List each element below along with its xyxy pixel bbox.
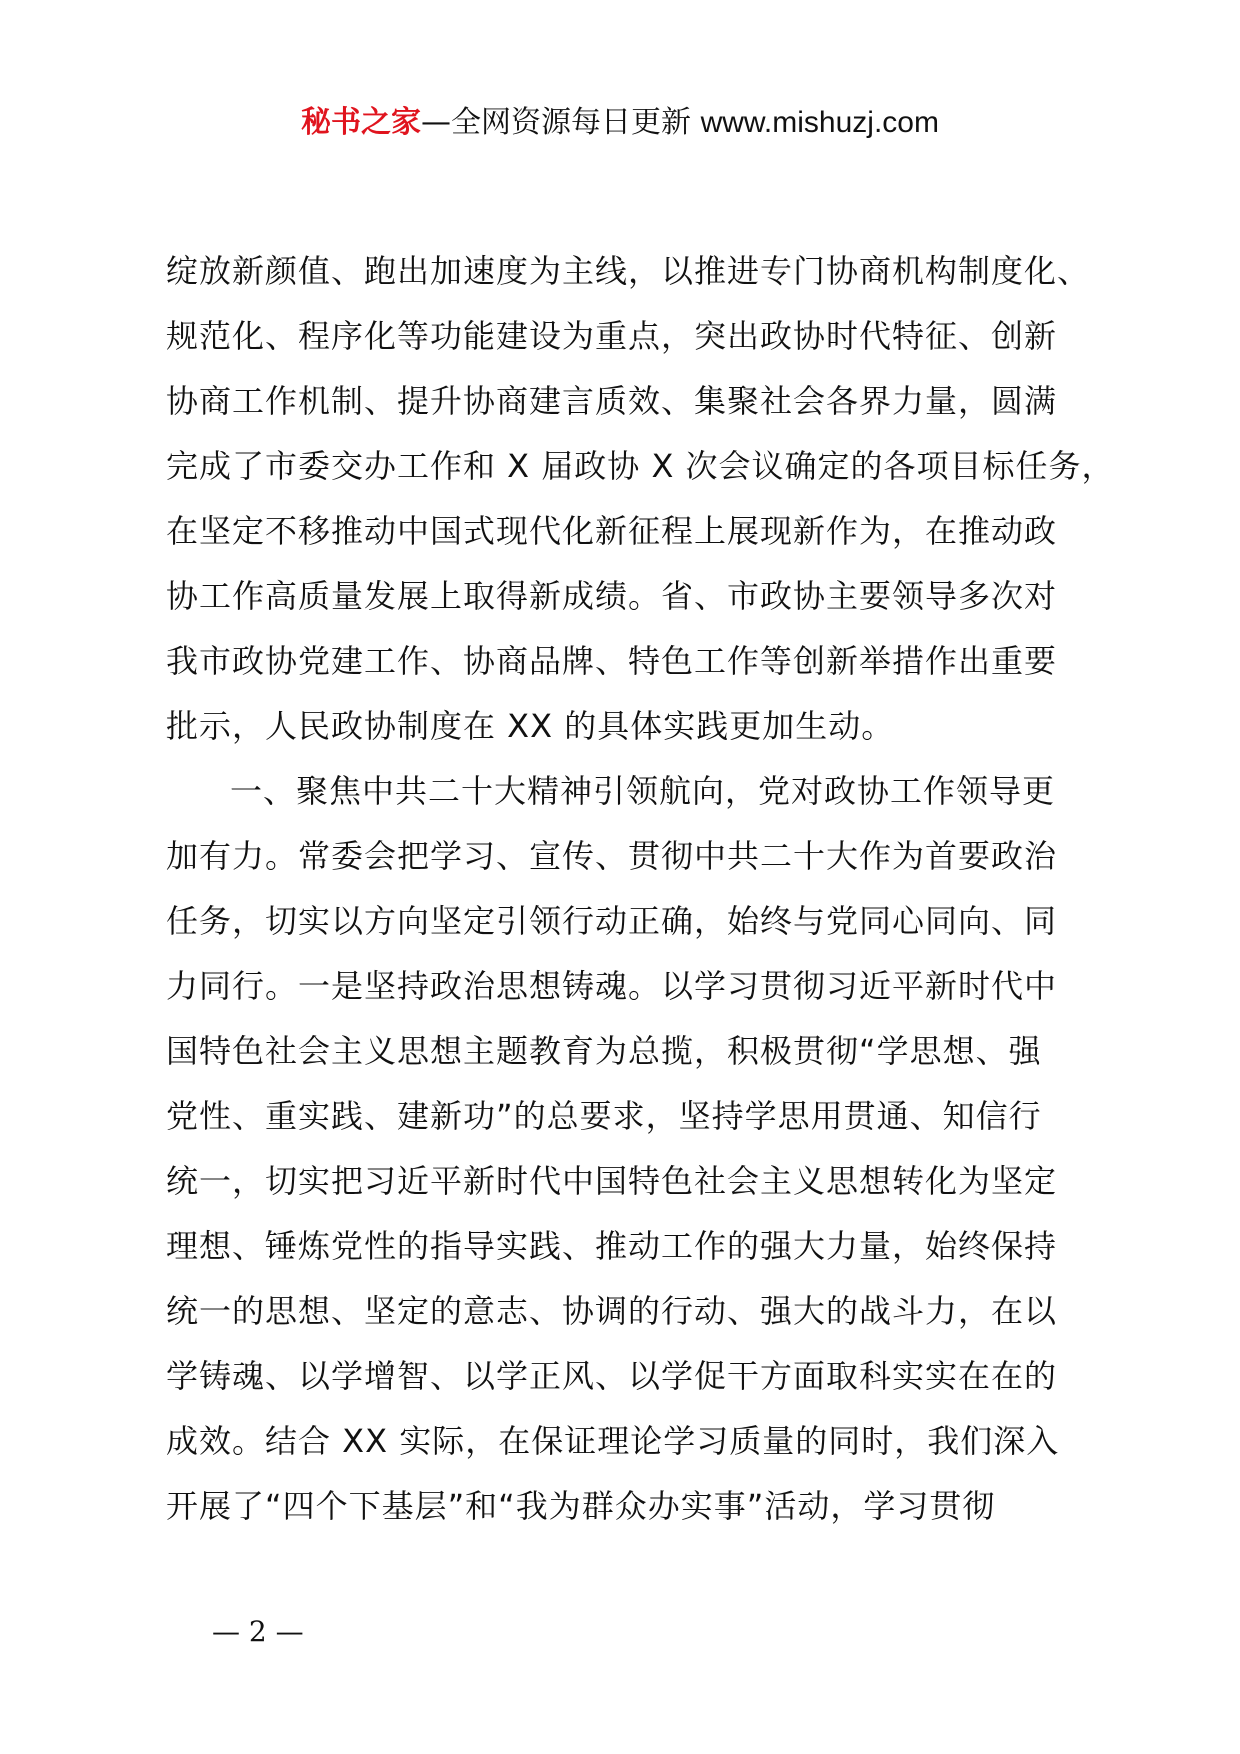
body-line: 国特色社会主义思想主题教育为总揽，积极贯彻“学思想、强 — [166, 1032, 1042, 1070]
body-line: 党性、重实践、建新功”的总要求，坚持学思用贯通、知信行 — [166, 1097, 1042, 1135]
body-line: 统一，切实把习近平新时代中国特色社会主义思想转化为坚定 — [166, 1162, 1058, 1200]
body-line: 协工作高质量发展上取得新成绩。省、市政协主要领导多次对 — [166, 577, 1058, 615]
body-line: 统一的思想、坚定的意志、协调的行动、强大的战斗力，在以 — [166, 1292, 1058, 1330]
body-line: 我市政协党建工作、协商品牌、特色工作等创新举措作出重要 — [166, 642, 1058, 680]
body-line: 开展了“四个下基层”和“我为群众办实事”活动，学习贯彻 — [166, 1487, 996, 1525]
body-line: 学铸魂、以学增智、以学正风、以学促干方面取科实实在在的 — [166, 1357, 1058, 1395]
section-heading-line: 一、聚焦中共二十大精神引领航向，党对政协工作领导更 — [230, 772, 1056, 810]
body-line: 批示，人民政协制度在 XX 的具体实践更加生动。 — [166, 707, 895, 745]
body-line: 在坚定不移推动中国式现代化新征程上展现新作为，在推动政 — [166, 512, 1058, 550]
body-line: 成效。结合 XX 实际，在保证理论学习质量的同时，我们深入 — [166, 1422, 1060, 1460]
page-number: — 2 — — [212, 1615, 304, 1648]
body-line: 加有力。常委会把学习、宣传、贯彻中共二十大作为首要政治 — [166, 837, 1058, 875]
body-line: 理想、锤炼党性的指导实践、推动工作的强大力量，始终保持 — [166, 1227, 1058, 1265]
body-line: 任务，切实以方向坚定引领行动正确，始终与党同心同向、同 — [166, 902, 1058, 940]
body-line: 协商工作机制、提升协商建言质效、集聚社会各界力量，圆满 — [166, 382, 1058, 420]
page-header — [0, 96, 1240, 150]
body-line: 力同行。一是坚持政治思想铸魂。以学习贯彻习近平新时代中 — [166, 967, 1058, 1005]
body-line: 规范化、程序化等功能建设为重点，突出政协时代特征、创新 — [166, 317, 1058, 355]
document-body — [166, 239, 1115, 1539]
header-tagline: —全网资源每日更新 — [421, 105, 701, 140]
header-brand: 秘书之家 — [301, 105, 422, 140]
header-url: www.mishuzj.com — [700, 106, 939, 139]
body-line: 绽放新颜值、跑出加速度为主线，以推进专门协商机构制度化、 — [166, 252, 1091, 290]
body-line: 完成了市委交办工作和 X 届政协 X 次会议确定的各项目标任务， — [166, 447, 1115, 485]
